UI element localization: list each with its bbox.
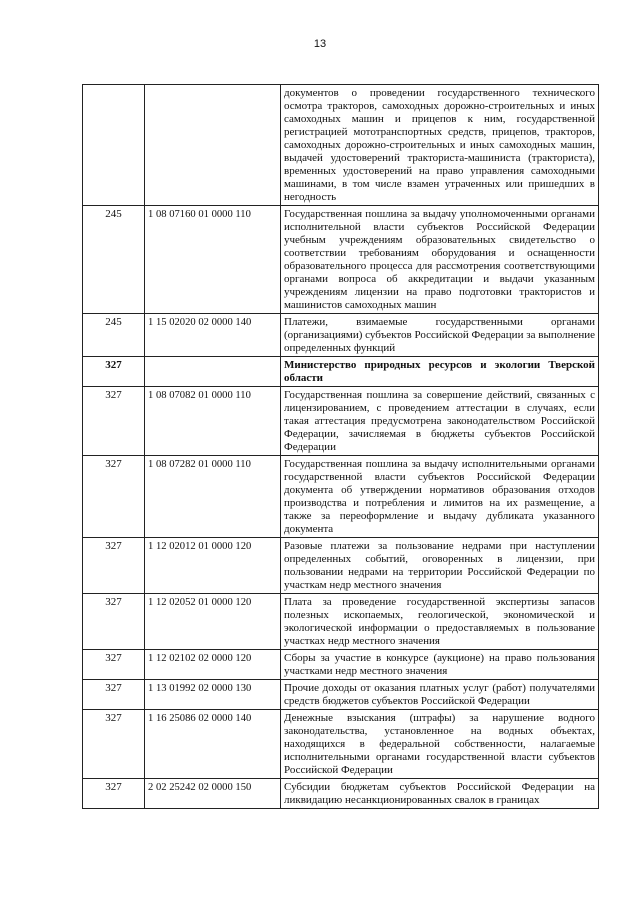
budget-code-cell: 1 08 07282 01 0000 110 xyxy=(145,456,281,538)
budget-code-cell: 1 12 02052 01 0000 120 xyxy=(145,594,281,650)
budget-code-cell: 1 12 02012 01 0000 120 xyxy=(145,538,281,594)
description-cell: Плата за проведение государственной экспертизы запасов полезных ископаемых, геологической, экономической и экологической информации о предоставляемых в пользование участках недр местного значения xyxy=(281,594,599,650)
budget-code-cell xyxy=(145,357,281,387)
budget-code-cell xyxy=(145,85,281,206)
admin-code-cell: 327 xyxy=(83,538,145,594)
description-cell: Государственная пошлина за выдачу уполномоченными органами исполнительной власти субъектов Российской Федерации учебным учреждениям образовательных свидетельство о соответствии требованиям оборудования и оснащенности образовательного процесса для рассмотрения соответствующими органами вопроса об аккредитации и выдачи указанным учреждениям лицензии на право подготовки трактористов и машинистов самоходных машин xyxy=(281,206,599,314)
table-row xyxy=(83,650,599,680)
admin-code-cell: 327 xyxy=(83,387,145,456)
description-cell: Государственная пошлина за выдачу исполнительными органами государственной власти субъектов Российской Федерации документа об утверждении нормативов образования отходов производства и потребления и лимитов на их размещение, а также за переоформление и выдачу дубликата указанного документа xyxy=(281,456,599,538)
table-row xyxy=(83,456,599,538)
budget-code-cell: 2 02 25242 02 0000 150 xyxy=(145,779,281,809)
budget-code-cell: 1 16 25086 02 0000 140 xyxy=(145,710,281,779)
revenue-codes-table xyxy=(82,84,599,809)
table-row xyxy=(83,680,599,710)
description-cell: Субсидии бюджетам субъектов Российской Федерации на ликвидацию несанкционированных свалок в границах xyxy=(281,779,599,809)
description-cell: Денежные взыскания (штрафы) за нарушение водного законодательства, установленное на водных объектах, находящихся в федеральной собственности, налагаемые исполнительными органами государственной власти субъектов Российской Федерации xyxy=(281,710,599,779)
admin-code-cell: 327 xyxy=(83,456,145,538)
description-cell: Платежи, взимаемые государственными органами (организациями) субъектов Российской Федерации за выполнение определенных функций xyxy=(281,314,599,357)
admin-code-cell xyxy=(83,85,145,206)
description-cell: Прочие доходы от оказания платных услуг (работ) получателями средств бюджетов субъектов Российской Федерации xyxy=(281,680,599,710)
table-row xyxy=(83,594,599,650)
ministry-title-cell: Министерство природных ресурсов и экологии Тверской области xyxy=(281,357,599,387)
table-row xyxy=(83,314,599,357)
page-number: 13 xyxy=(313,38,327,50)
admin-code-cell: 327 xyxy=(83,650,145,680)
description-cell: Государственная пошлина за совершение действий, связанных с лицензированием, с проведением аттестации в случаях, если такая аттестация предусмотрена законодательством Российской Федерации, зачисляемая в бюджеты субъектов Российской Федерации xyxy=(281,387,599,456)
admin-code-cell: 245 xyxy=(83,206,145,314)
description-cell: Сборы за участие в конкурсе (аукционе) на право пользования участками недр местного значения xyxy=(281,650,599,680)
admin-code-cell: 327 xyxy=(83,594,145,650)
budget-code-cell: 1 13 01992 02 0000 130 xyxy=(145,680,281,710)
table-row xyxy=(83,387,599,456)
table-row xyxy=(83,779,599,809)
admin-code-cell: 327 xyxy=(83,710,145,779)
admin-code-cell: 327 xyxy=(83,680,145,710)
budget-code-cell: 1 15 02020 02 0000 140 xyxy=(145,314,281,357)
budget-code-cell: 1 08 07082 01 0000 110 xyxy=(145,387,281,456)
budget-code-cell: 1 12 02102 02 0000 120 xyxy=(145,650,281,680)
budget-code-cell: 1 08 07160 01 0000 110 xyxy=(145,206,281,314)
table-body xyxy=(83,85,599,809)
table-row xyxy=(83,538,599,594)
table-row xyxy=(83,206,599,314)
admin-code-cell: 327 xyxy=(83,779,145,809)
admin-code-cell: 327 xyxy=(83,357,145,387)
table-row xyxy=(83,85,599,206)
admin-code-cell: 245 xyxy=(83,314,145,357)
description-cell: Разовые платежи за пользование недрами при наступлении определенных событий, оговоренных в лицензии, при пользовании недрами на территории Российской Федерации по участкам недр местного значения xyxy=(281,538,599,594)
description-cell: документов о проведении государственного технического осмотра тракторов, самоходных дорожно-строительных и иных самоходных машин и прицепов к ним, государственной регистрацией мототранспортных средств, прицепов, тракторов, самоходных дорожно-строительных и иных самоходных машин, выдачей удостоверений тракториста-машиниста (тракториста), временных удостоверений на право управления самоходными машинами, в том числе взамен утраченных или пришедших в негодность xyxy=(281,85,599,206)
table-row xyxy=(83,710,599,779)
section-header-row xyxy=(83,357,599,387)
